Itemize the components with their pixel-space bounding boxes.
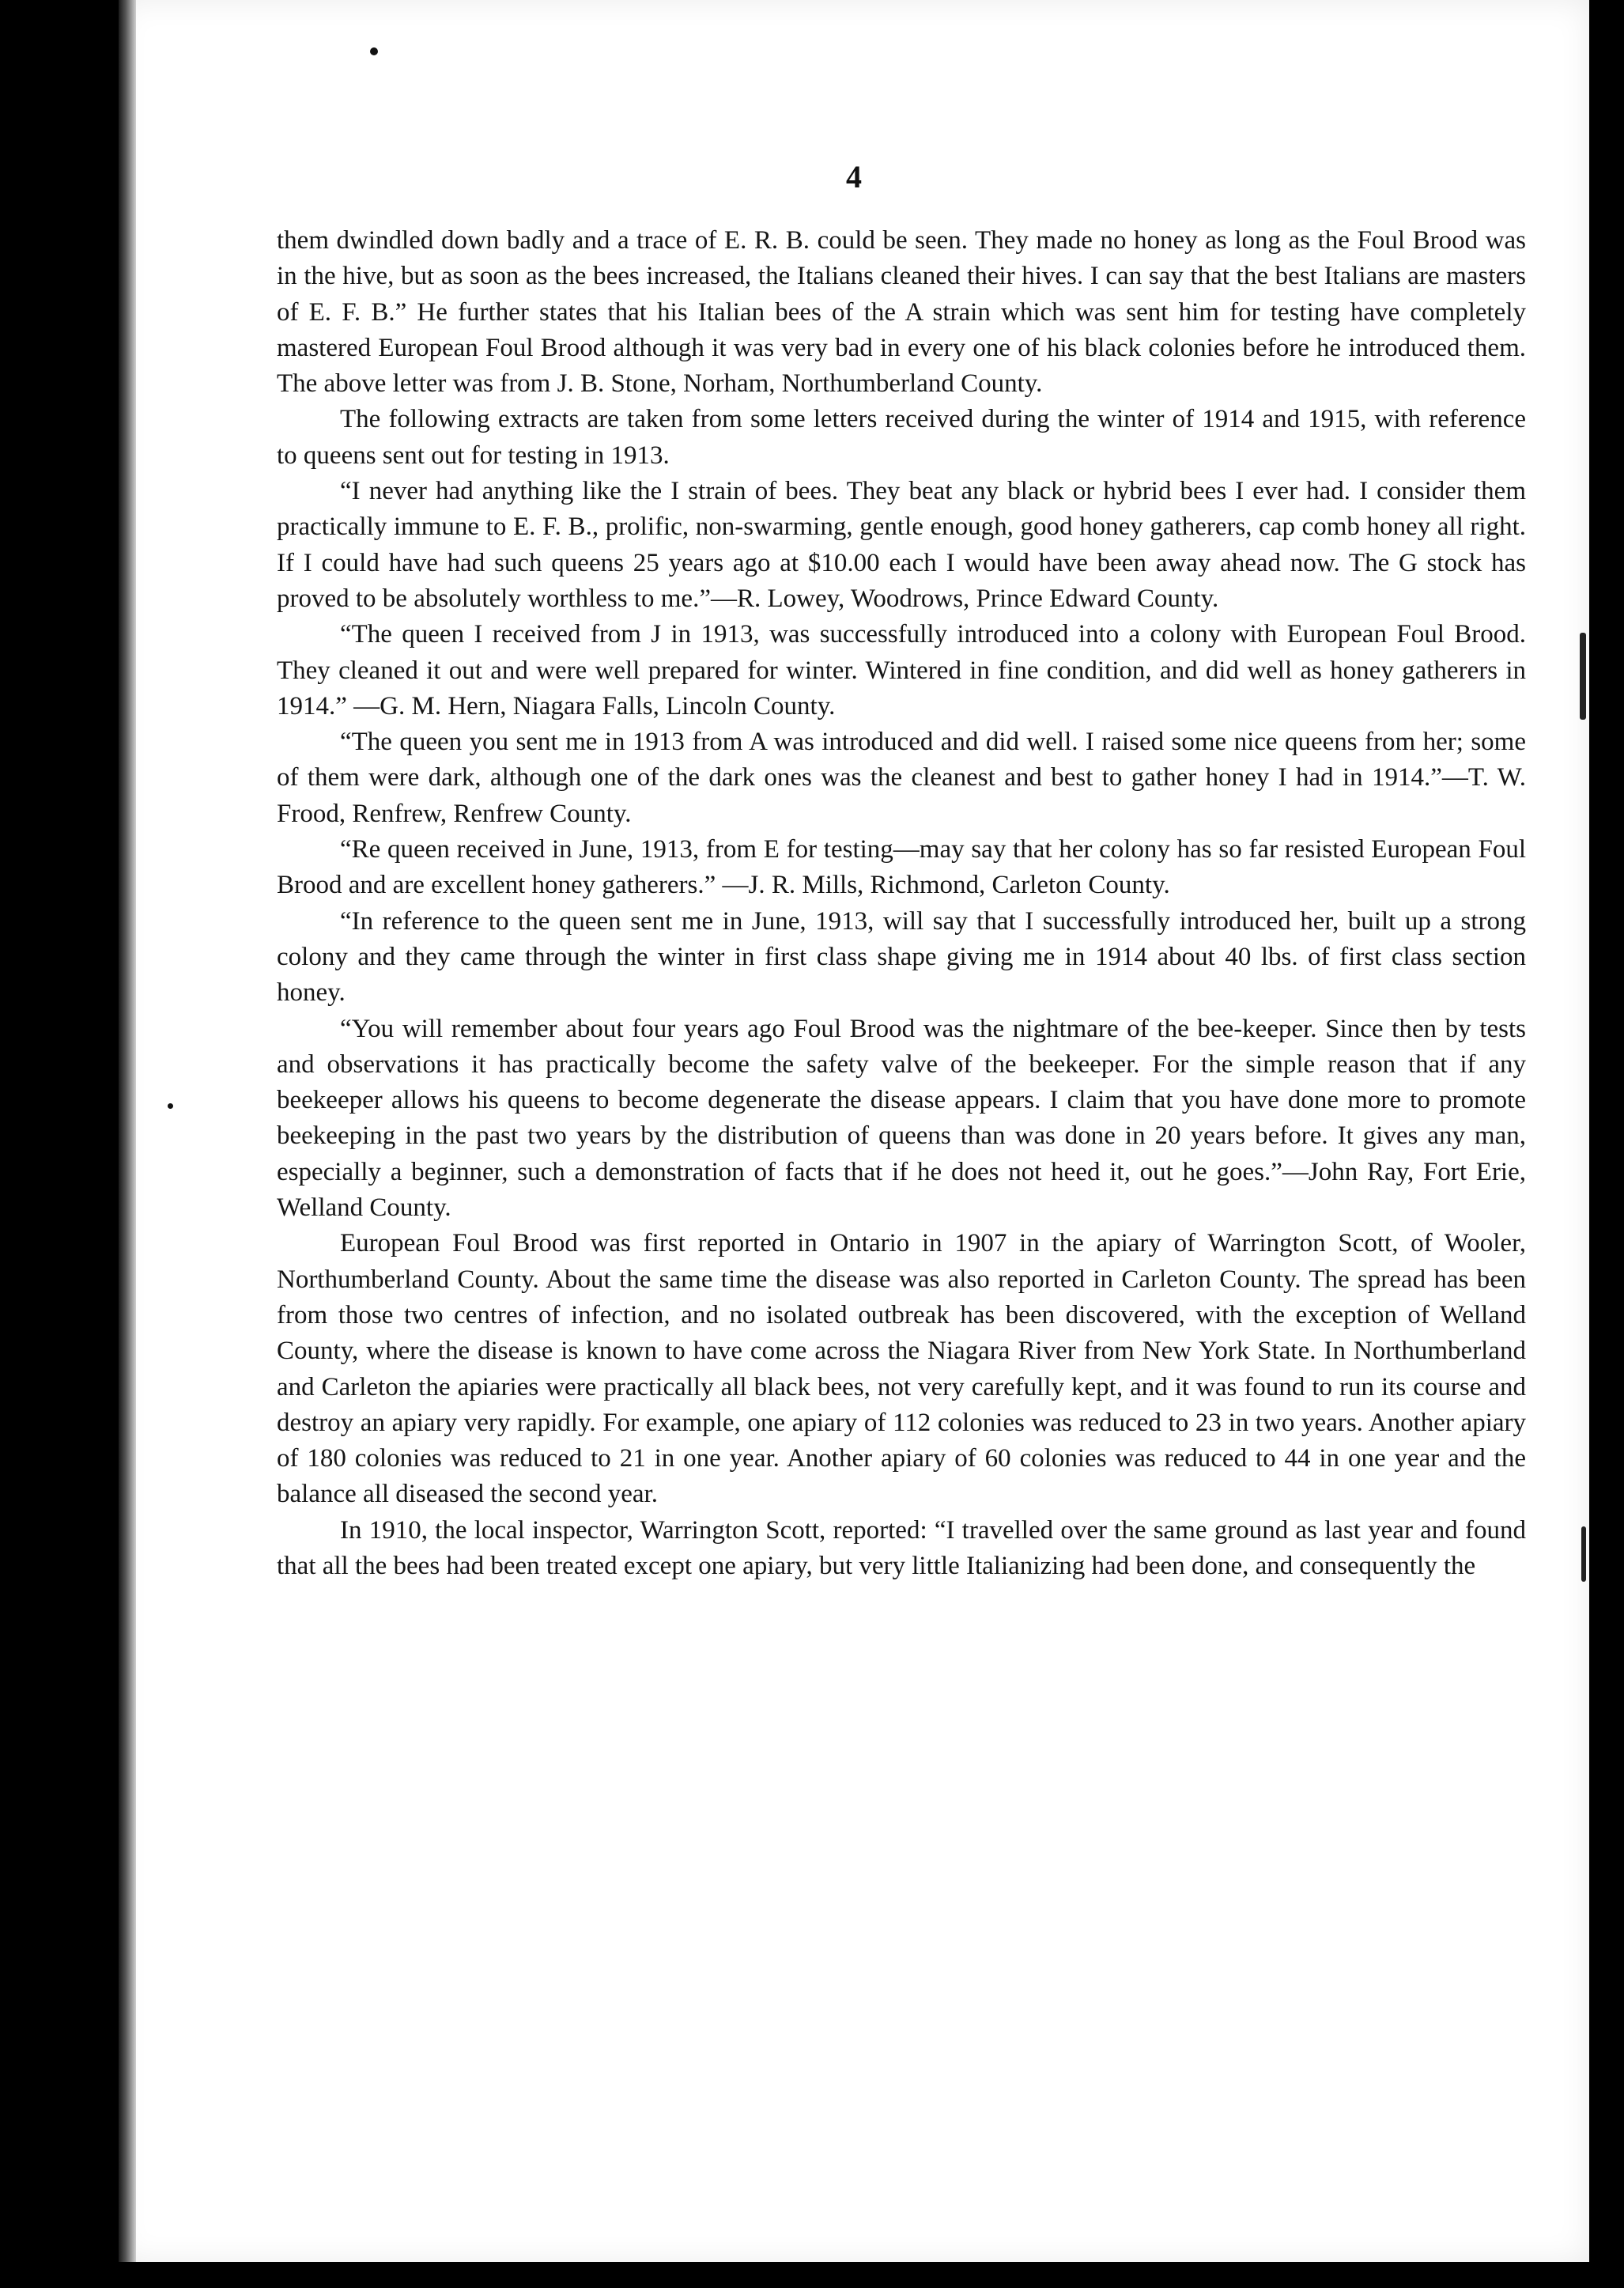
- paragraph: “The queen you sent me in 1913 from A was introduced and did well. I raised some nice queens from her; some of them were dark, although one of the dark ones was the cleanest and best to gather honey I had in 1914.”—T. W. Frood, Renfrew, Renfrew County.: [277, 728, 1526, 828]
- paragraph: “You will remember about four years ago Foul Brood was the nightmare of the bee-keeper. Since then by tests and observations it has practically become the safety valve of the beekeeper. For the simple reason that if any beekeeper allows his queens to become degenerate the disease appears. I claim that you have done more to promote beekeeping in the past two years by the distribution of queens than was done in 20 years before. It gives any man, especially a beginner, such a demonstration of facts that if he does not heed it, out he goes.”—John Ray, Fort Erie, Welland County.: [277, 1014, 1526, 1223]
- margin-scratch-mark: [1580, 633, 1586, 720]
- ink-speck: [168, 1103, 173, 1109]
- paragraph: The following extracts are taken from some letters received during the winter of 1914 and 1915, with reference to queens sent out for testing in 1913.: [277, 405, 1526, 470]
- page-number: 4: [846, 159, 862, 195]
- paragraph: European Foul Brood was first reported in Ontario in 1907 in the apiary of Warrington Scott, of Wooler, Northumberland County. About the same time the disease was also reported in Carleton County. The spread has been from those two centres of infection, and no isolated outbreak has been discovered, with the exception of Welland County, where the disease is known to have come across the Niagara River from New York State. In Northumberland and Carleton the apiaries were practically all black bees, not very carefully kept, and it was found to run its course and destroy an apiary very rapidly. For example, one apiary of 112 colonies was reduced to 23 in two years. Another apiary of 180 colonies was reduced to 21 in one year. Another apiary of 60 colonies was reduced to 44 in one year and the balance all diseased the second year.: [277, 1229, 1526, 1509]
- paragraph: In 1910, the local inspector, Warrington Scott, reported: “I travelled over the same ground as last year and found that all the bees had been treated except one apiary, but very little Italianizing had been done, and consequently the: [277, 1515, 1526, 1580]
- paragraph: “I never had anything like the I strain of bees. They beat any black or hybrid bees I ever had. I consider them practically immune to E. F. B., prolific, non-swarming, gentle enough, good honey gatherers, cap comb honey all right. If I could have had such queens 25 years ago at $10.00 each I would have been away ahead now. The G stock has proved to be absolutely worthless to me.”—R. Lowey, Woodrows, Prince Edward County.: [277, 477, 1526, 613]
- margin-scratch-mark: [1581, 1526, 1586, 1582]
- body-text: [277, 223, 1526, 1584]
- paragraph: them dwindled down badly and a trace of E. R. B. could be seen. They made no honey as long as the Foul Brood was in the hive, but as soon as the bees increased, the Italians cleaned their hives. I can say that the best Italians are masters of E. F. B.” He further states that his Italian bees of the A strain which was sent him for testing have completely mastered European Foul Brood although it was very bad in every one of his black colonies before he introduced them. The above letter was from J. B. Stone, Norham, Northumberland County.: [277, 226, 1526, 399]
- paragraph: “The queen I received from J in 1913, was successfully introduced into a colony with European Foul Brood. They cleaned it out and were well prepared for winter. Wintered in fine condition, and did well as honey gatherers in 1914.” —G. M. Hern, Niagara Falls, Lincoln County.: [277, 620, 1526, 720]
- paragraph: “Re queen received in June, 1913, from E for testing—may say that her colony has so far resisted European Foul Brood and are excellent honey gatherers.” —J. R. Mills, Richmond, Carleton County.: [277, 835, 1526, 900]
- page-binding-edge: [119, 0, 136, 2262]
- paragraph: “In reference to the queen sent me in June, 1913, will say that I successfully introduced her, built up a strong colony and they came through the winter in first class shape giving me in 1914 about 40 lbs. of first class section honey.: [277, 906, 1526, 1008]
- scanned-page: [119, 0, 1589, 2262]
- ink-speck: [370, 47, 378, 55]
